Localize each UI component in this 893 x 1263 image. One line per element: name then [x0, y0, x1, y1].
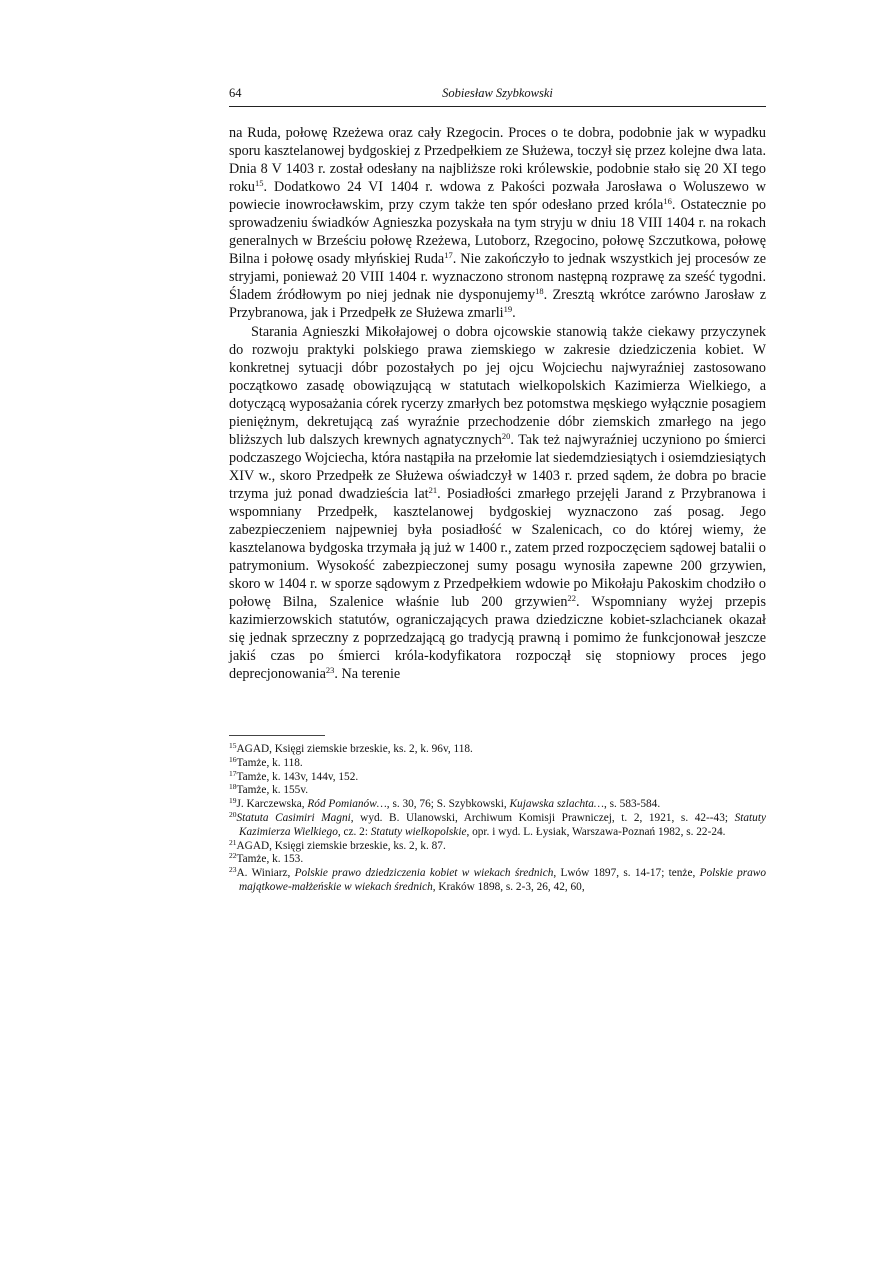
running-header — [229, 84, 766, 107]
text-run: AGAD, Księgi ziemskie brzeskie, ks. 2, k. 87. — [236, 839, 446, 852]
footnote-ref: 22 — [567, 593, 576, 604]
text-run: . — [512, 305, 516, 322]
footnote — [229, 784, 766, 798]
text-run: J. Karczewska, — [236, 798, 308, 811]
italic-title: Polskie prawo dziedziczenia kobiet w wiekach średnich — [294, 867, 554, 880]
footnote-number: 20 — [229, 809, 237, 819]
footnotes — [229, 743, 766, 895]
text-run: Tamże, k. 118. — [236, 756, 303, 769]
footnote — [229, 809, 766, 840]
footnote — [229, 853, 766, 867]
footnote-number: 15 — [229, 741, 237, 750]
text-run: . Na terenie — [334, 666, 401, 683]
footnote — [229, 743, 766, 757]
text-run: , s. 583-584. — [603, 798, 661, 811]
footnote — [229, 768, 766, 785]
footnote-number: 19 — [229, 796, 237, 806]
main-text — [229, 124, 766, 683]
footnote-ref: 16 — [663, 196, 672, 207]
footnote — [229, 867, 766, 895]
italic-title: Polskie prawo majątkowe-małżeńskie w wiekach średnich — [239, 867, 766, 893]
text-run: Tamże, k. 143v, 144v, 152. — [236, 770, 359, 783]
footnote-ref: 20 — [501, 430, 511, 441]
footnote-number: 18 — [229, 782, 237, 792]
footnote-separator — [229, 735, 325, 736]
footnote-number: 17 — [229, 768, 237, 778]
footnote — [229, 837, 766, 854]
paragraph — [229, 323, 766, 684]
footnote-ref: 21 — [428, 484, 438, 495]
footnote-ref: 18 — [535, 286, 544, 297]
italic-title: Ród Pomianów… — [307, 798, 387, 811]
footnote-number: 22 — [229, 851, 237, 861]
text-run: . Tak też najwyraźniej uczyniono po śmierci podczaszego Wojciecha, która nastąpiła na przełomie lat siedemdziesiątych i osiemdziesiątych XIV w., skoro Przedpełk ze Służewa oświadczył w 1403 r. przed sądem, że dobra po bracie trzyma już ponad dwadzieścia lat — [229, 431, 767, 502]
text-run: Tamże, k. 153. — [236, 853, 304, 866]
text-run: , Lwów 1897, s. 14-17; tenże, — [553, 867, 700, 880]
italic-title: Statuty wielkopolskie — [370, 825, 467, 838]
footnote-number: 16 — [229, 754, 237, 764]
text-run: , wyd. B. Ulanowski, Archiwum Komisji Prawniczej, t. 2, 1921, s. 42--43; — [350, 811, 735, 824]
text-run: . Ostatecznie po sprowadzeniu świadków Agnieszka pozyskała na tym stryju w dniu 18 VIII 1404 r. na rokach generalnych w Brześciu połowę Rzeżewa, Lutoborz, Rzegocino, połowę Szczutkowa, połowę Bilna i połowę osady młyńskiej Ruda — [229, 197, 766, 268]
text-run: . Dodatkowo 24 VI 1404 r. wdowa z Pakości pozwała Jarosława o Woluszewo w powiecie inowrocławskim, przy czym także ten spór odesłano przed króla — [229, 179, 766, 214]
text-run: Tamże, k. 155v. — [236, 784, 309, 797]
text-run: . Zresztą wkrótce zarówno Jarosław z Przybranowa, jak i Przedpełk ze Służewa zmarli — [229, 287, 766, 322]
text-run: , cz. 2: — [337, 825, 371, 838]
text-run: . Wspomniany wyżej przepis kazimierzowskich statutów, ograniczających prawa dziedziczne kobiet-szlachcianek okazał się jednak sprzeczny z poprzedzającą go tradycją prawną i pomimo że funkcjonował jeszcze jakiś czas po śmierci króla-kodyfikatora rozpoczął się stopniowy proces jego deprecjonowania — [229, 594, 766, 683]
footnote-number: 21 — [229, 837, 237, 847]
text-run: , opr. i wyd. L. Łysiak, Warszawa-Poznań 1982, s. 22-24. — [466, 825, 726, 838]
text-run: . Posiadłości zmarłego przejęli Jarand z Przybranowa i wspomniany Przedpełk, kasztelanowej bydgoskiej wyznaczono zaś posag. Jego zabezpieczeniem najpewniej była posiadłość w Szalenicach, co do której wiemy, że kasztelanowa bydgoska trzymała ją już w 1400 r., zatem przed rozpoczęciem sądowej batalii o patrymonium. Wysokość zabezpieczonej sumy posagu wynosiła zapewne 200 grzywien, skoro w 1404 r. w sporze sądowym z Przedpełkiem wdowie po Mikołaju Pakoskim chodziło o połowę Bilna, Szalenice właśnie lub 200 grzywien — [229, 485, 766, 611]
text-run: AGAD, Księgi ziemskie brzeskie, ks. 2, k. 96v, 118. — [236, 743, 473, 755]
footnote-ref: 15 — [255, 178, 264, 189]
italic-title: Statuty Kazimierza Wielkiego — [239, 811, 766, 838]
italic-title: Kujawska szlachta… — [509, 798, 604, 811]
footnote — [229, 754, 766, 771]
text-run: , s. 30, 76; S. Szybkowski, — [386, 798, 510, 811]
paragraph — [229, 124, 766, 323]
footnote-ref: 23 — [325, 665, 335, 676]
footnote-ref: 17 — [444, 250, 453, 261]
footnote-ref: 19 — [503, 304, 513, 315]
text-run: A. Winiarz, — [236, 867, 295, 880]
footnote — [229, 798, 766, 812]
italic-title: Statuta Casimiri Magni — [236, 811, 351, 824]
footnote-number: 23 — [229, 865, 237, 875]
text-run: , Kraków 1898, s. 2-3, 26, 42, 60, — [432, 880, 585, 893]
running-head-author: Sobiesław Szybkowski — [442, 86, 553, 100]
text-run: Starania Agnieszki Mikołajowej o dobra ojcowskie stanowią także ciekawy przyczynek do rozwoju praktyki polskiego prawa ziemskiego w zakresie dziedziczenia kobiet. W konkretnej sytuacji dóbr pozostałych po jej ojcu Wojciechu najwyraźniej zastosowano początkowo zasadę obowiązującą w statutach wielkopolskich Kazimierza Wielkiego, a dotyczącą wyposażania córek rycerzy zmarłych bez potomstwa męskiego wyłącznie posagiem pieniężnym, dekretującą zaś wyraźnie przechodzenie dóbr ziemskich zmarłego na jego bliższych lub dalszych krewnych agnatycznych — [229, 323, 766, 448]
text-run: . Nie zakończyło to jednak wszystkich jej procesów ze stryjami, ponieważ 20 VIII 1404 r. wyznaczono stronom następną rozprawę za sześć tygodni. Śladem źródłowym po niej jednak nie dysponujemy — [229, 251, 767, 304]
page-number: 64 — [229, 86, 242, 100]
text-run: na Ruda, połowę Rzeżewa oraz cały Rzegocin. Proces o te dobra, podobnie jak w wypadku sporu kasztelanowej bydgoskiej z Przedpełkiem ze Służewa, toczył się przez kolejne dwa lata. Dnia 8 V 1403 r. został odesłany na najbliższe roki królewskie, podobnie stało się 20 XI tego roku — [229, 125, 766, 196]
